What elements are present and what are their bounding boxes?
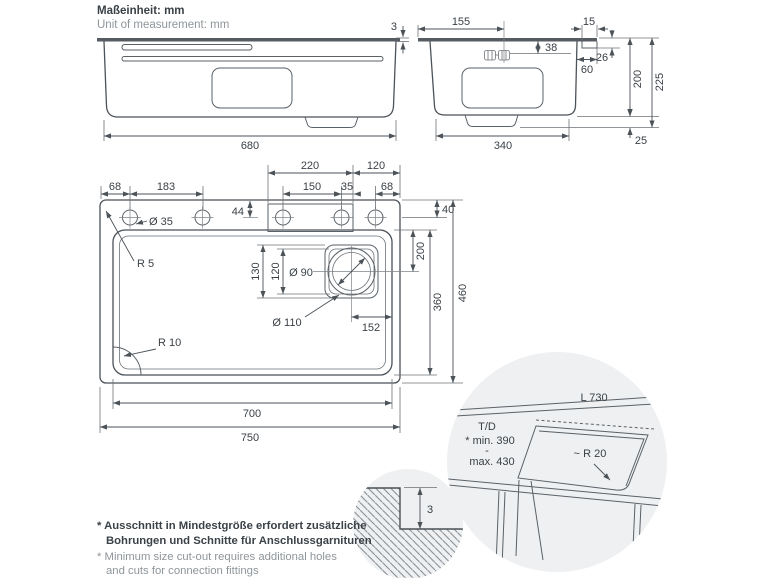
dim-top-120i: 120 — [270, 262, 282, 281]
dim-top-130: 130 — [250, 262, 262, 281]
end-view — [418, 16, 666, 152]
dim-end-60: 60 — [580, 64, 594, 76]
end-rim — [418, 38, 597, 42]
label-hole-diameter: Ø 35 — [149, 216, 173, 228]
dim-top-68a: 68 — [108, 181, 122, 193]
dim-end-225: 225 — [654, 72, 666, 92]
dim-end-26: 26 — [595, 52, 609, 64]
label-cutout-r20: ~ R 20 — [573, 448, 607, 460]
dim-top-750: 750 — [240, 432, 260, 444]
dim-end-200: 200 — [632, 69, 644, 89]
dim-side-680: 680 — [240, 140, 260, 152]
label-cutout-length: L 730 — [580, 392, 608, 404]
label-drain-d110: Ø 110 — [272, 317, 302, 329]
dim-top-220: 220 — [300, 160, 320, 172]
dim-top-35: 35 — [340, 181, 354, 193]
cutout-detail — [438, 352, 674, 572]
footnote-de-line1: * Ausschnitt in Mindestgröße erfordert zusätzliche — [97, 520, 367, 532]
label-cutout-max: max. 430 — [469, 456, 515, 468]
dim-detail-3: 3 — [427, 504, 434, 516]
dim-end-25: 25 — [634, 135, 648, 147]
side-rim — [97, 38, 400, 42]
label-cutout-sep: - — [485, 445, 489, 457]
drain — [313, 245, 419, 322]
overflow-fitting-icon — [485, 51, 510, 61]
footnote-en-line1: * Minimum size cut-out requires additional holes — [97, 551, 337, 563]
unit-title-en: Unit of measurement: mm — [97, 19, 230, 31]
side-drain-housing — [212, 68, 292, 108]
sink-outline — [100, 200, 400, 383]
dim-top-68b: 68 — [380, 181, 394, 193]
dim-top-150: 150 — [302, 181, 322, 193]
dim-top-40: 40 — [442, 204, 455, 216]
dim-top-152: 152 — [361, 322, 381, 334]
label-corner-r5: R 5 — [137, 258, 155, 270]
dim-end-15: 15 — [582, 16, 596, 28]
label-drain-d90: Ø 90 — [289, 267, 313, 279]
dim-top-460: 460 — [457, 283, 469, 303]
side-view — [97, 21, 409, 152]
dim-end-340: 340 — [493, 140, 513, 152]
footnote-de-line2: Bohrungen und Schnitte für Anschlussgarnituren — [106, 535, 372, 547]
dim-top-183: 183 — [156, 181, 176, 193]
dim-end-38: 38 — [545, 42, 558, 54]
footnotes — [97, 520, 372, 577]
dim-top-700: 700 — [242, 408, 262, 420]
label-cutout-min: * min. 390 — [465, 435, 515, 447]
unit-title-de: Maßeinheit: mm — [97, 5, 185, 17]
basin-outline — [113, 230, 392, 375]
footnote-en-line2: and cuts for connection fittings — [106, 565, 259, 577]
dim-top-120: 120 — [366, 160, 386, 172]
label-basin-r10: R 10 — [158, 337, 182, 349]
label-cutout-td: T/D — [478, 421, 496, 433]
dim-top-360: 360 — [432, 292, 444, 312]
dim-top-44: 44 — [231, 206, 244, 218]
dim-side-rim-3: 3 — [390, 21, 397, 33]
dim-top-200: 200 — [415, 241, 427, 261]
dim-end-155: 155 — [451, 16, 471, 28]
top-view — [100, 160, 469, 444]
